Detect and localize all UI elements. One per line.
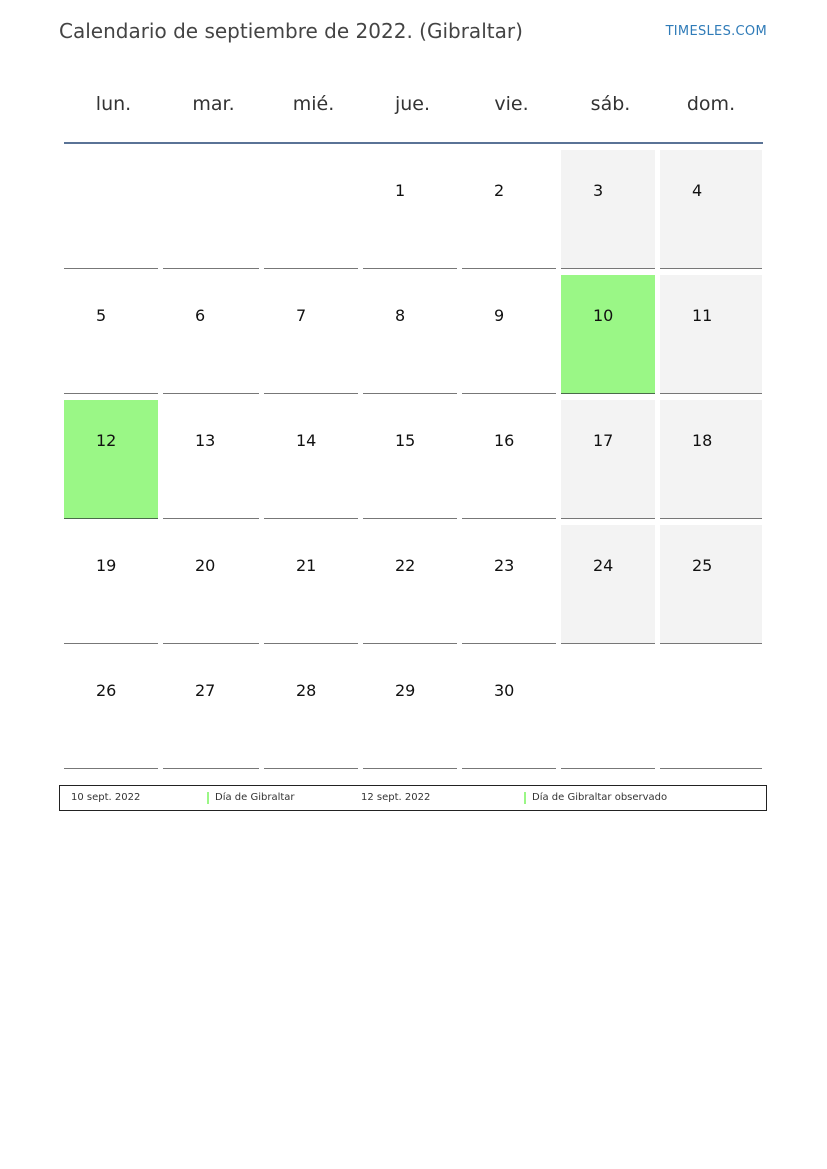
legend-name-1: Día de Gibraltar <box>215 792 295 803</box>
day-cell-empty <box>64 150 158 269</box>
day-number: 9 <box>494 306 505 325</box>
day-number: 29 <box>395 681 416 700</box>
day-cell-25[interactable] <box>660 525 762 644</box>
day-cell-2[interactable] <box>462 150 556 269</box>
day-number: 6 <box>195 306 206 325</box>
day-number: 21 <box>296 556 317 575</box>
weekday-3: jue. <box>394 93 431 115</box>
legend-date-1: 10 sept. 2022 <box>71 792 141 803</box>
day-cell-9[interactable] <box>462 275 556 394</box>
legend-date-2: 12 sept. 2022 <box>361 792 431 803</box>
day-number: 27 <box>195 681 216 700</box>
day-number: 11 <box>692 306 713 325</box>
weekday-0: lun. <box>95 93 132 115</box>
page-title: Calendario de septiembre de 2022. (Gibraltar) <box>59 19 523 43</box>
day-cell-7[interactable] <box>264 275 358 394</box>
legend-color-2 <box>524 792 526 804</box>
day-cell-23[interactable] <box>462 525 556 644</box>
day-cell-empty <box>264 150 358 269</box>
day-number: 1 <box>395 181 406 200</box>
week-row <box>64 525 763 644</box>
day-number: 3 <box>593 181 604 200</box>
day-cell-19[interactable] <box>64 525 158 644</box>
day-number: 8 <box>395 306 406 325</box>
day-number: 15 <box>395 431 416 450</box>
day-cell-11[interactable] <box>660 275 762 394</box>
holiday-legend <box>59 785 767 811</box>
day-cell-5[interactable] <box>64 275 158 394</box>
day-number: 14 <box>296 431 317 450</box>
day-number: 7 <box>296 306 307 325</box>
day-cell-15[interactable] <box>363 400 457 519</box>
weekday-4: vie. <box>494 93 529 115</box>
day-cell-empty <box>660 650 762 769</box>
day-cell-13[interactable] <box>163 400 259 519</box>
day-cell-6[interactable] <box>163 275 259 394</box>
day-cell-3[interactable] <box>561 150 655 269</box>
day-number: 5 <box>96 306 107 325</box>
day-cell-4[interactable] <box>660 150 762 269</box>
day-cell-16[interactable] <box>462 400 556 519</box>
legend-color-1 <box>207 792 209 804</box>
day-cell-12[interactable] <box>64 400 158 519</box>
day-cell-10[interactable] <box>561 275 655 394</box>
day-cell-21[interactable] <box>264 525 358 644</box>
day-number: 30 <box>494 681 515 700</box>
week-row <box>64 150 763 269</box>
day-number: 13 <box>195 431 216 450</box>
day-number: 10 <box>593 306 614 325</box>
day-cell-20[interactable] <box>163 525 259 644</box>
day-number: 20 <box>195 556 216 575</box>
day-cell-22[interactable] <box>363 525 457 644</box>
day-number: 25 <box>692 556 713 575</box>
legend-name-2: Día de Gibraltar observado <box>532 792 668 803</box>
weekday-5: sáb. <box>590 93 631 115</box>
week-row <box>64 650 763 769</box>
day-cell-17[interactable] <box>561 400 655 519</box>
weekday-2: mié. <box>292 93 335 115</box>
day-number: 2 <box>494 181 505 200</box>
day-cell-8[interactable] <box>363 275 457 394</box>
day-number: 26 <box>96 681 117 700</box>
day-cell-26[interactable] <box>64 650 158 769</box>
day-cell-18[interactable] <box>660 400 762 519</box>
day-number: 4 <box>692 181 703 200</box>
day-number: 12 <box>96 431 117 450</box>
day-cell-empty <box>163 150 259 269</box>
calendar-grid <box>64 80 763 769</box>
day-number: 18 <box>692 431 713 450</box>
day-number: 17 <box>593 431 614 450</box>
week-row <box>64 400 763 519</box>
day-cell-30[interactable] <box>462 650 556 769</box>
day-cell-1[interactable] <box>363 150 457 269</box>
day-cell-27[interactable] <box>163 650 259 769</box>
day-cell-empty <box>561 650 655 769</box>
day-cell-24[interactable] <box>561 525 655 644</box>
day-number: 19 <box>96 556 117 575</box>
weekday-1: mar. <box>192 93 235 115</box>
day-cell-29[interactable] <box>363 650 457 769</box>
weekday-header <box>64 80 763 144</box>
day-number: 22 <box>395 556 416 575</box>
day-cell-28[interactable] <box>264 650 358 769</box>
day-cell-14[interactable] <box>264 400 358 519</box>
weekday-6: dom. <box>686 93 736 115</box>
day-number: 24 <box>593 556 614 575</box>
day-number: 28 <box>296 681 317 700</box>
day-number: 23 <box>494 556 515 575</box>
brand-link[interactable]: TIMESLES.COM <box>665 24 767 39</box>
day-number: 16 <box>494 431 515 450</box>
calendar-weeks <box>64 150 763 769</box>
week-row <box>64 275 763 394</box>
